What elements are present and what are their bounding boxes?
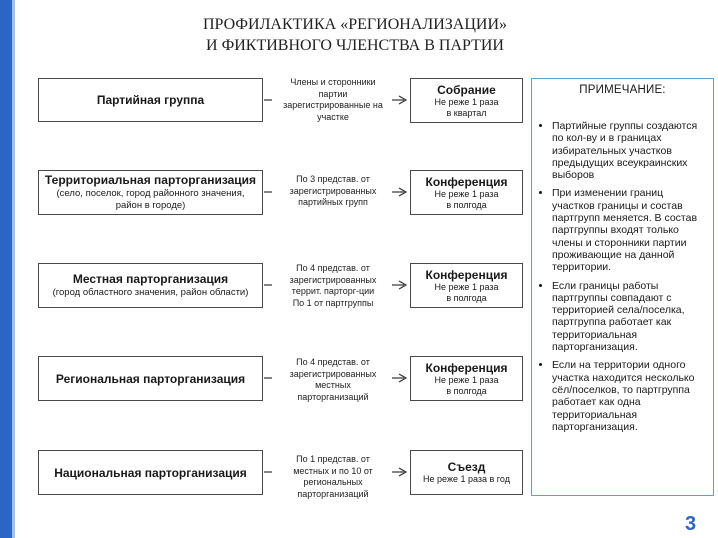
note-list xyxy=(532,120,713,433)
box-party-group-label: Партийная группа xyxy=(96,93,205,107)
rep-line: местных и по 10 от xyxy=(293,465,373,476)
box-conference-2-freq: Не реже 1 раза xyxy=(434,281,499,292)
note-item-2: • При изменении границ участков границы и состав партгрупп меняется. В состав партгруппы входят только члены и сторонники партии проживающие на данной территории. xyxy=(552,187,707,273)
title-line-1: ПРОФИЛАКТИКА «РЕГИОНАЛИЗАЦИИ» xyxy=(202,16,507,33)
box-conference-3-freq2: в полгода xyxy=(446,385,487,396)
rep-line: партийных групп xyxy=(298,197,368,207)
box-local-org-label: Местная парторганизация xyxy=(72,272,229,286)
box-conference-1-freq2: в полгода xyxy=(446,199,487,210)
box-conference-3-freq: Не реже 1 раза xyxy=(434,374,499,385)
page-number: 3 xyxy=(685,513,697,535)
rep-line: зарегистрированные на xyxy=(283,100,383,110)
note-item-1: • Партийные группы создаются по кол-ву и в границах избирательных участков предыдущих всеукраинских выборов xyxy=(552,120,707,181)
box-national-org-label: Национальная парторганизация xyxy=(54,465,247,480)
box-conference-1-label: Конференция xyxy=(425,174,508,189)
note-panel xyxy=(531,78,714,496)
rep-line: По 4 представ. от xyxy=(296,263,370,273)
note-item-3: • Если границы работы партгруппы совпадают с территорией села/поселка, партгруппа работает как территориальная парторганизация. xyxy=(552,280,707,354)
rep-line: парторганизаций xyxy=(297,488,369,499)
rep-line: региональных xyxy=(303,477,363,487)
box-territorial-org-label: Территориальная парторганизация xyxy=(44,173,257,187)
box-conference-2-label: Конференция xyxy=(425,267,508,282)
box-local-org-sub: (город областного значения, район области) xyxy=(52,287,249,298)
box-conference-3-label: Конференция xyxy=(425,360,508,375)
box-meeting-freq2: в квартал xyxy=(446,107,487,118)
rep-line: По 3 представ. от xyxy=(296,174,370,184)
rep-line: По 1 от партгруппы xyxy=(292,297,374,308)
rep-line: партии xyxy=(318,88,348,99)
box-meeting-label: Собрание xyxy=(437,82,496,97)
rep-line: террит. парторг-ции xyxy=(291,286,375,296)
box-meeting-freq: Не реже 1 раза xyxy=(434,96,499,107)
rep-line: зарегистрированных xyxy=(289,368,377,379)
box-territorial-org-sub: (село, поселок, город районного значения, район в городе) xyxy=(56,188,245,211)
rep-line: парторганизаций xyxy=(297,391,369,402)
box-congress-label: Съезд xyxy=(447,460,486,474)
rep-line: участке xyxy=(317,111,349,122)
box-conference-2-freq2: в полгода xyxy=(446,292,487,303)
rep-line: По 1 представ. от xyxy=(296,454,370,464)
note-title: ПРИМЕЧАНИЕ: xyxy=(579,84,666,96)
box-congress-freq: Не реже 1 раза в год xyxy=(423,474,510,484)
box-conference-1-freq: Не реже 1 раза xyxy=(434,188,499,199)
note-item-4: • Если на территории одного участка находится несколько сёл/поселков, то партгруппа работает как одна территориальная парторганизация. xyxy=(552,359,707,433)
rep-line: Члены и сторонники xyxy=(290,77,376,87)
box-regional-org-label: Региональная парторганизация xyxy=(55,371,246,386)
rep-line: зарегистрированных xyxy=(289,274,377,285)
rep-line: зарегистрированных xyxy=(289,185,377,196)
rep-line: По 4 представ. от xyxy=(296,357,370,367)
rep-line: местных xyxy=(315,380,351,390)
title-line-2: И ФИКТИВНОГО ЧЛЕНСТВА В ПАРТИИ xyxy=(206,37,504,54)
